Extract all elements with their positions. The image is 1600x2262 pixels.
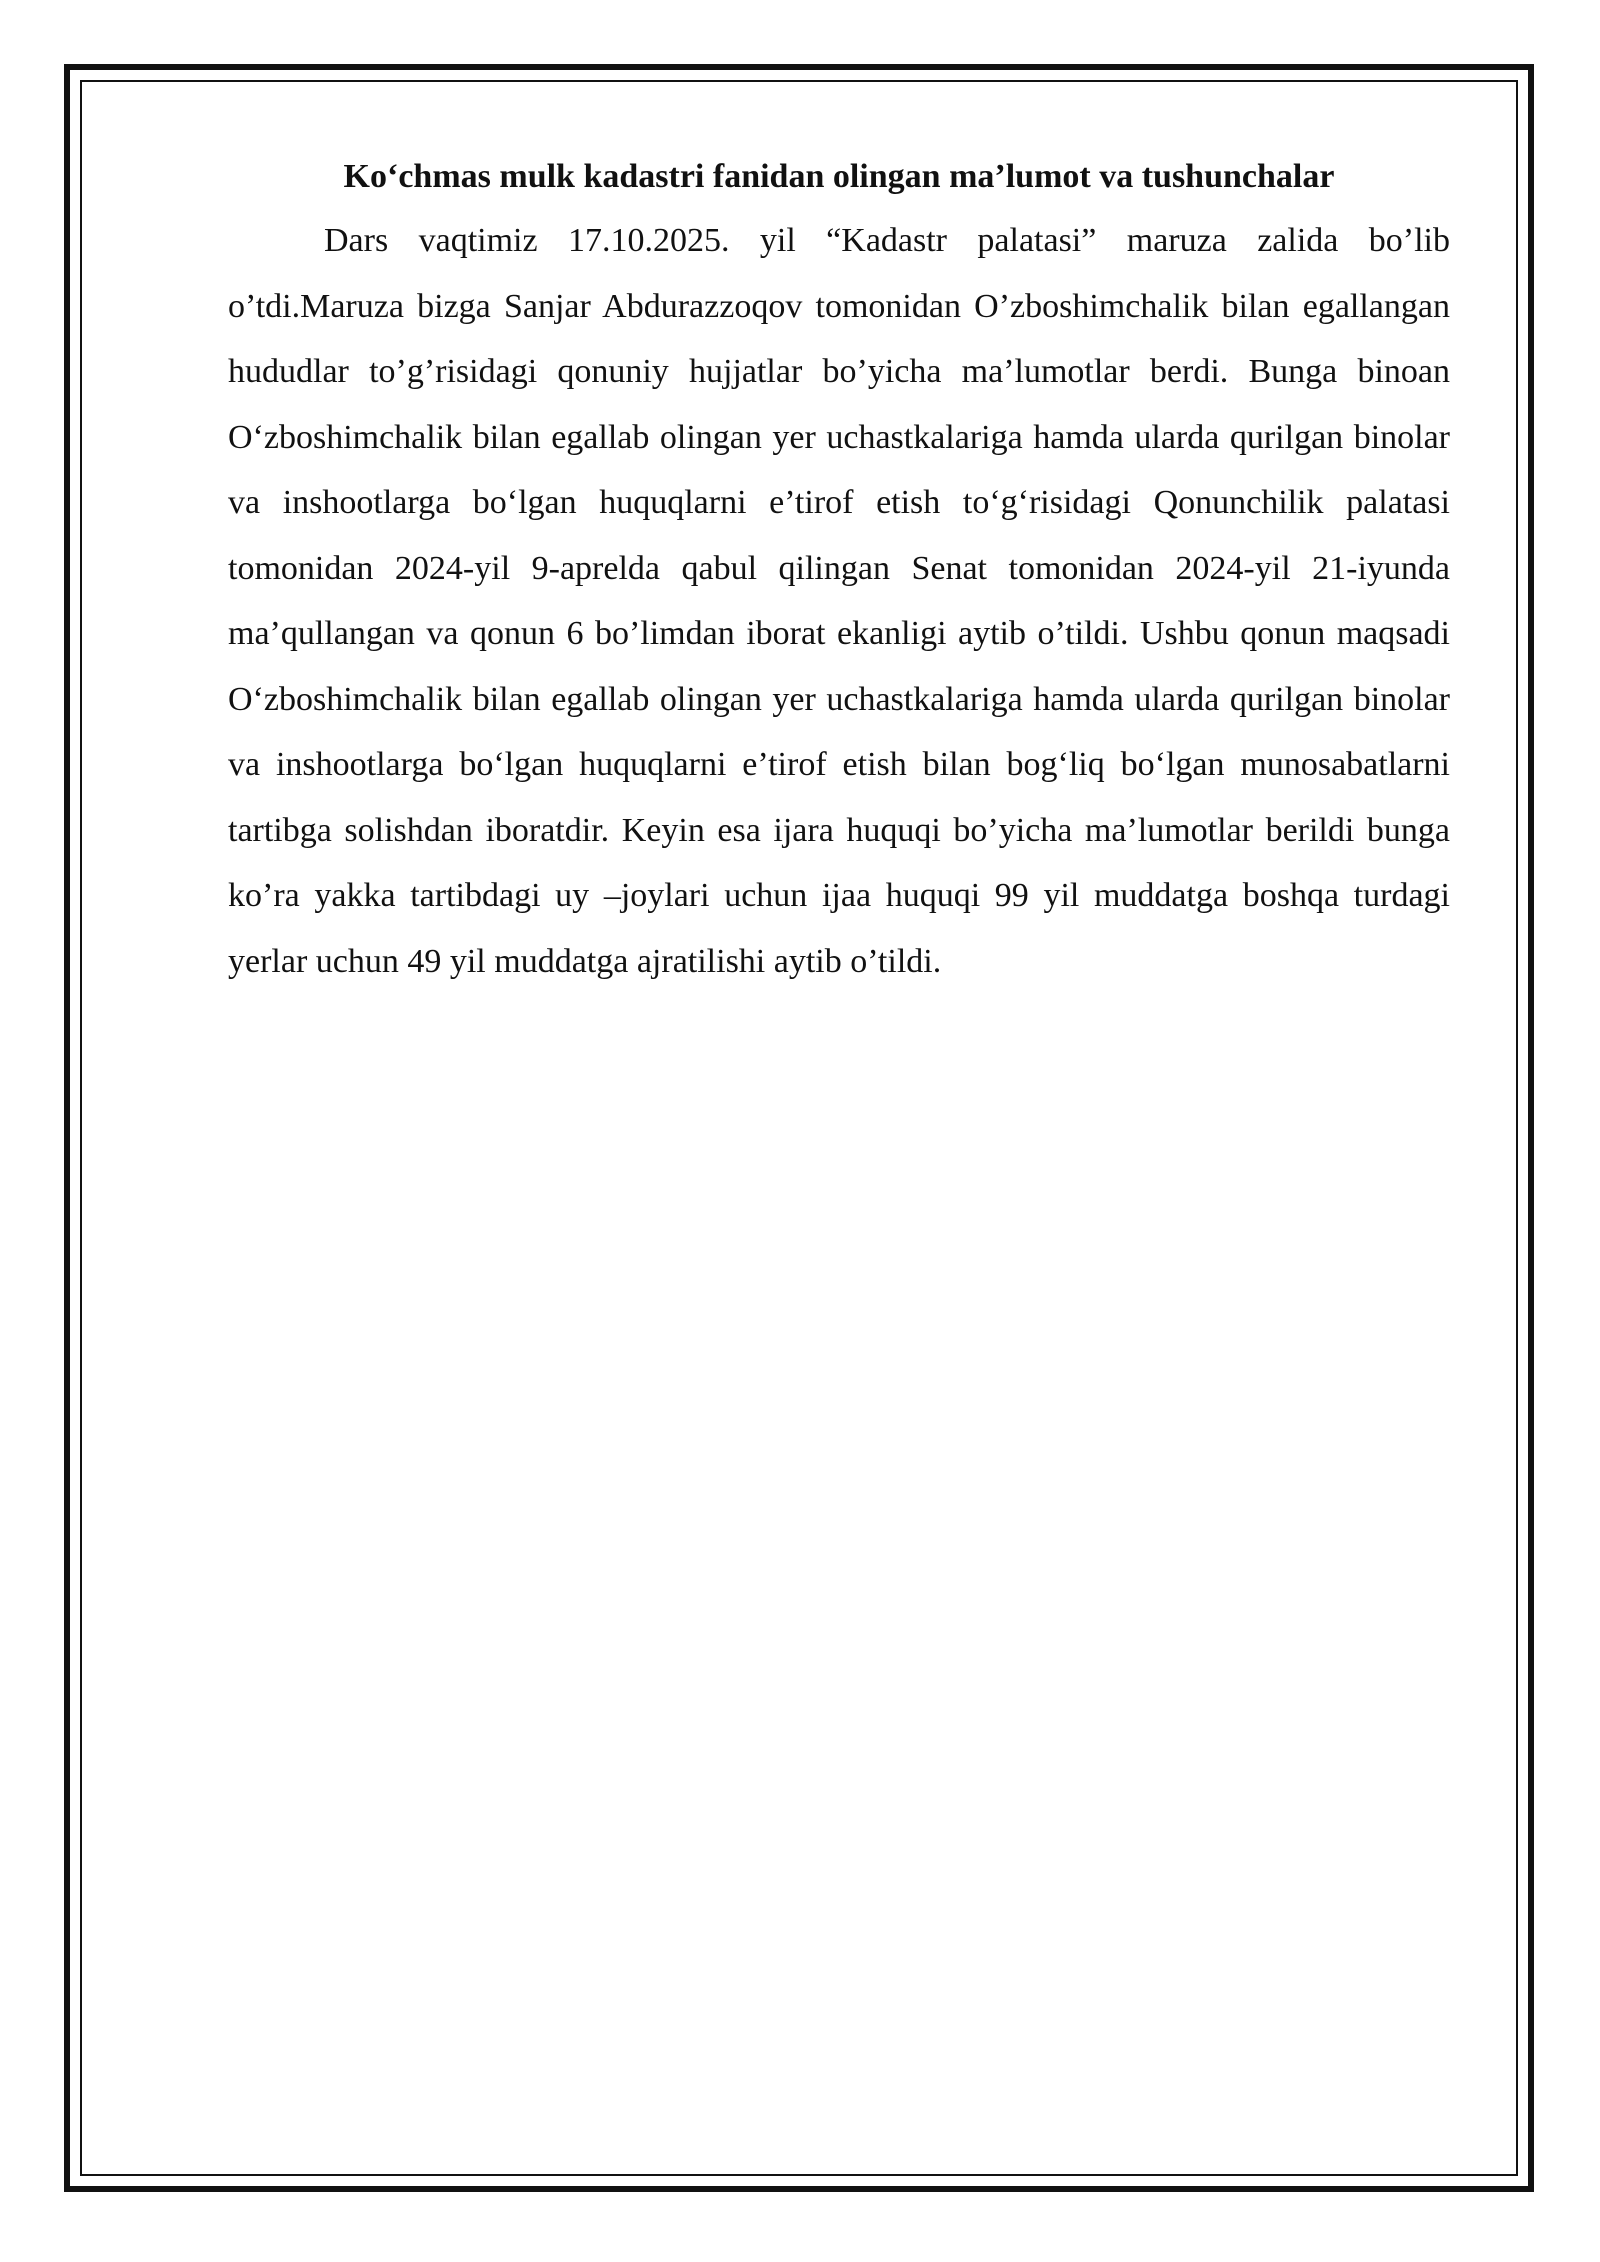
document-paragraph: Dars vaqtimiz 17.10.2025. yil “Kadastr palatasi” maruza zalida bo’lib o’tdi.Maruza bizga Sanjar Abdurazzoqov tomonidan O’zboshimchalik bilan egallangan hududlar to’g’risidagi qonuniy hujjatlar bo’yicha ma’lumotlar berdi. Bunga binoan O‘zboshimchalik bilan egallab olingan yer uchastkalariga hamda ularda qurilgan binolar va inshootlarga bo‘lgan huquqlarni e’tirof etish to‘g‘risidagi Qonunchilik palatasi tomonidan 2024-yil 9-aprelda qabul qilingan Senat tomonidan 2024-yil 21-iyunda ma’qullangan va qonun 6 bo’limdan iborat ekanligi aytib o’tildi. Ushbu qonun maqsadi O‘zboshimchalik bilan egallab olingan yer uchastkalariga hamda ularda qurilgan binolar va inshootlarga bo‘lgan huquqlarni e’tirof etish bilan bog‘liq bo‘lgan munosabatlarni tartibga solishdan iboratdir. Keyin esa ijara huquqi bo’yicha ma’lumotlar berildi bunga ko’ra yakka tartibdagi uy –joylari uchun ijaa huquqi 99 yil muddatga boshqa turdagi yerlar uchun 49 yil muddatga ajratilishi aytib o’tildi.: [228, 222, 1450, 980]
document-content: [228, 150, 1450, 994]
document-title: Ko‘chmas mulk kadastri fanidan olingan ma’lumot va tushunchalar: [343, 158, 1335, 195]
